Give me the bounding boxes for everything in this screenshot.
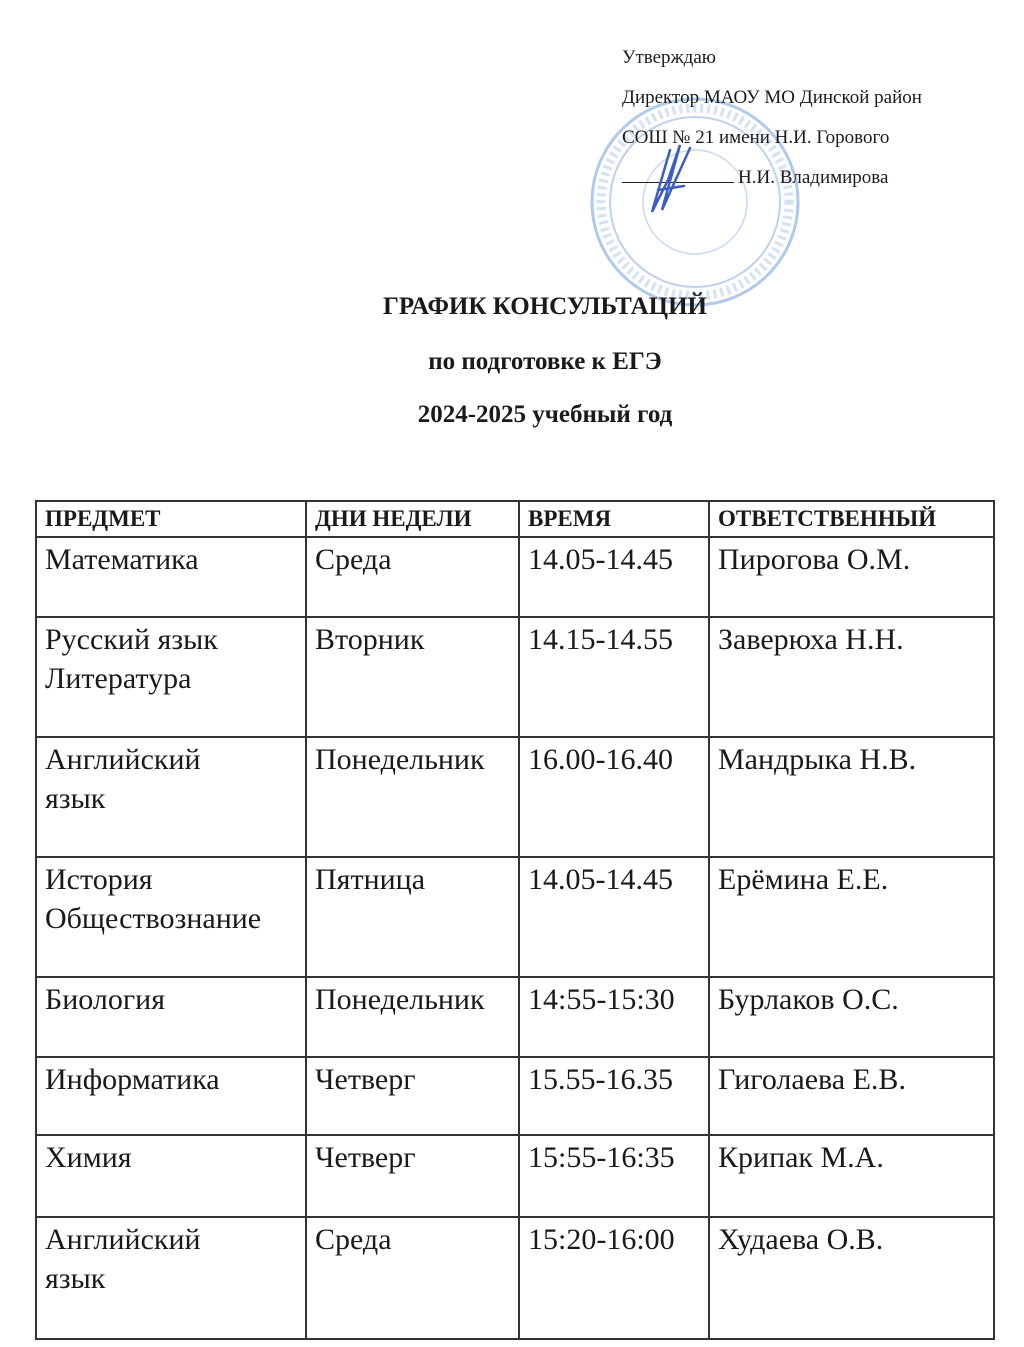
cell-time: 16.00-16.40 <box>519 737 709 857</box>
cell-day: Четверг <box>306 1135 519 1217</box>
subject-line: язык <box>45 782 106 815</box>
header-subject: ПРЕДМЕТ <box>36 501 306 537</box>
subject-line: Английский <box>45 1223 201 1256</box>
cell-responsible: Ерёмина Е.Е. <box>709 857 994 977</box>
cell-responsible: Худаева О.В. <box>709 1217 994 1339</box>
cell-responsible: Пирогова О.М. <box>709 537 994 617</box>
cell-subject <box>36 1217 306 1339</box>
approval-position: Директор МАОУ МО Динской район <box>622 87 922 108</box>
cell-day: Четверг <box>306 1057 519 1135</box>
subject-line: Английский <box>45 743 201 776</box>
cell-time: 14.05-14.45 <box>519 537 709 617</box>
table-row <box>36 1217 994 1339</box>
subject-line: язык <box>45 1262 106 1295</box>
cell-responsible: Бурлаков О.С. <box>709 977 994 1057</box>
cell-time: 14.15-14.55 <box>519 617 709 737</box>
cell-day: Понедельник <box>306 737 519 857</box>
cell-responsible: Мандрыка Н.В. <box>709 737 994 857</box>
subject-line: Русский язык <box>45 623 218 656</box>
cell-time: 15.55-16.35 <box>519 1057 709 1135</box>
cell-subject <box>36 1135 306 1217</box>
cell-day: Вторник <box>306 617 519 737</box>
table-row <box>36 1057 994 1135</box>
table-row <box>36 857 994 977</box>
table-row <box>36 617 994 737</box>
subject-line: Математика <box>45 543 199 576</box>
cell-responsible: Крипак М.А. <box>709 1135 994 1217</box>
cell-time: 14.05-14.45 <box>519 857 709 977</box>
header-time: ВРЕМЯ <box>519 501 709 537</box>
cell-day: Понедельник <box>306 977 519 1057</box>
approval-school: СОШ № 21 имени Н.И. Горового <box>622 127 890 148</box>
approval-signer: Н.И. Владимирова <box>738 167 889 188</box>
table-row <box>36 737 994 857</box>
cell-subject <box>36 857 306 977</box>
cell-subject <box>36 537 306 617</box>
cell-time: 15:55-16:35 <box>519 1135 709 1217</box>
subject-line: Биология <box>45 983 166 1016</box>
signature-icon <box>640 140 710 220</box>
cell-responsible: Заверюха Н.Н. <box>709 617 994 737</box>
cell-day: Пятница <box>306 857 519 977</box>
cell-subject <box>36 1057 306 1135</box>
academic-year: 2024-2025 учебный год <box>417 401 673 428</box>
subject-line: Обществознание <box>45 902 262 935</box>
subject-line: История <box>45 863 153 896</box>
cell-subject <box>36 977 306 1057</box>
cell-subject <box>36 617 306 737</box>
cell-day: Среда <box>306 1217 519 1339</box>
consultation-schedule-table <box>35 500 995 1340</box>
document-subtitle: по подготовке к ЕГЭ <box>428 348 662 375</box>
subject-line: Химия <box>45 1141 132 1174</box>
cell-time: 14:55-15:30 <box>519 977 709 1057</box>
cell-day: Среда <box>306 537 519 617</box>
cell-time: 15:20-16:00 <box>519 1217 709 1339</box>
header-responsible: ОТВЕТСТВЕННЫЙ <box>709 501 994 537</box>
subject-line: Информатика <box>45 1063 220 1096</box>
table-header-row <box>36 501 994 537</box>
cell-subject <box>36 737 306 857</box>
approval-heading: Утверждаю <box>622 47 716 68</box>
cell-responsible: Гиголаева Е.В. <box>709 1057 994 1135</box>
header-days: ДНИ НЕДЕЛИ <box>306 501 519 537</box>
table-row <box>36 977 994 1057</box>
table-row <box>36 537 994 617</box>
document-title: ГРАФИК КОНСУЛЬТАЦИЙ <box>382 293 708 320</box>
subject-line: Литература <box>45 662 192 695</box>
table-row <box>36 1135 994 1217</box>
